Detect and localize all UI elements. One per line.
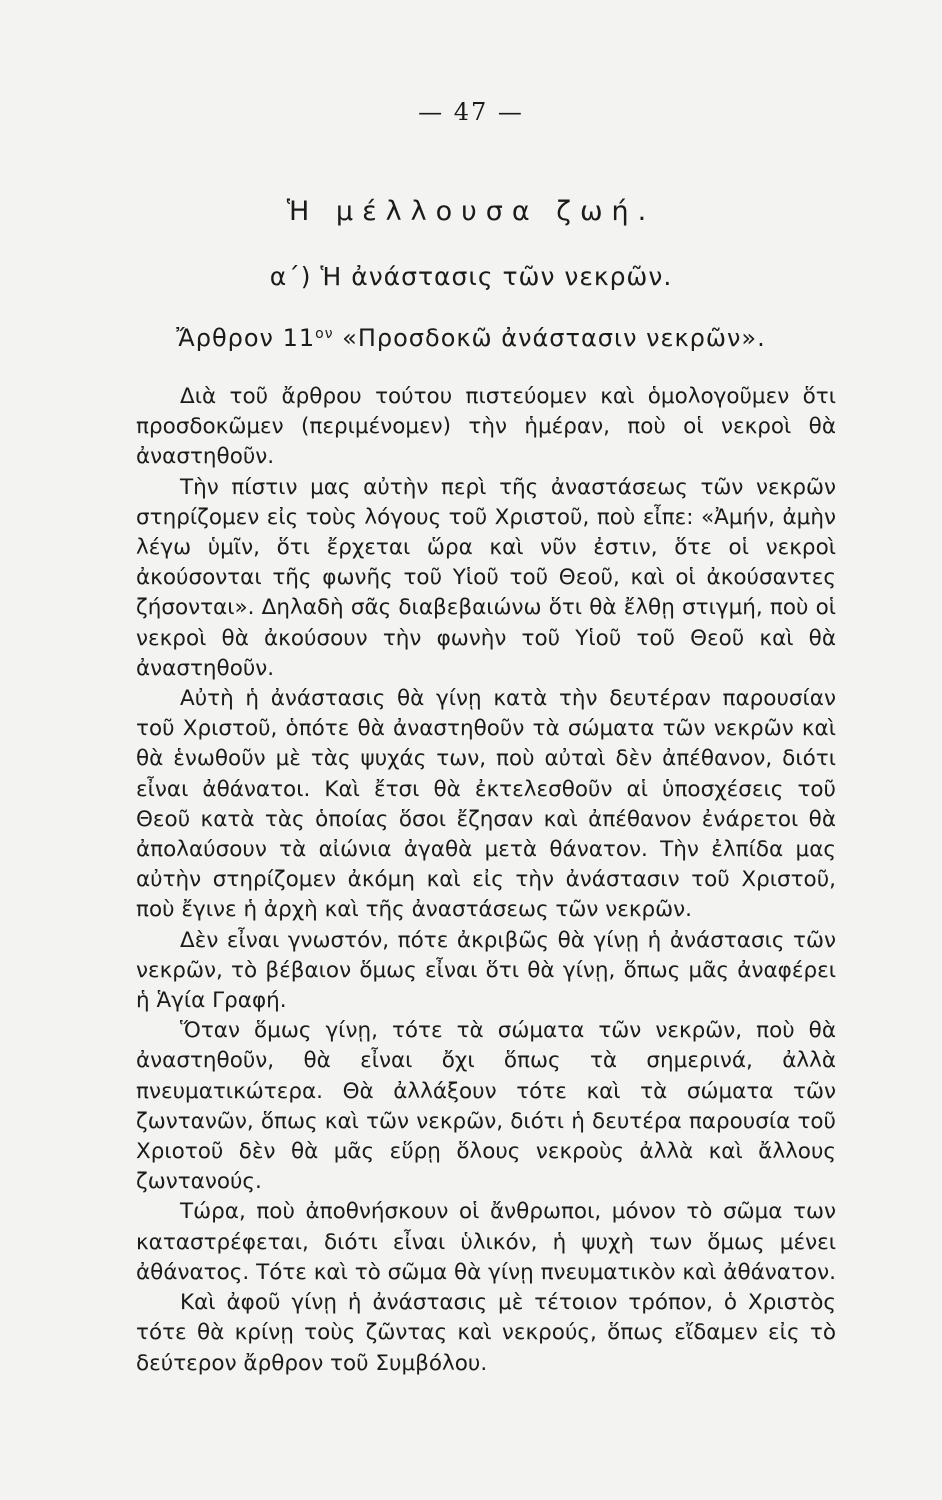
article-heading	[0, 324, 942, 352]
paragraph-1: Διὰ τοῦ ἄρθρου τούτου πιστεύομεν καὶ ὁμολογοῦμεν ὅτι προσδοκῶμεν (περιμένομεν) τὴν ἡμέραν, ποὺ οἱ νεκροὶ θὰ ἀναστηθοῦν.	[136, 384, 836, 470]
body-text	[136, 382, 836, 1379]
chapter-title: Ἡ μέλλουσα ζωή.	[286, 196, 656, 227]
paragraph-3: Αὐτὴ ἡ ἀνάστασις θὰ γίνῃ κατὰ τὴν δευτέραν παρουσίαν τοῦ Χριστοῦ, ὁπότε θὰ ἀναστηθοῦν τὰ σώματα τῶν νεκρῶν καὶ θὰ ἑνωθοῦν μὲ τὰς ψυχάς των, ποὺ αὐταὶ δὲν ἀπέθανον, διότι εἶναι ἀθάνατοι. Καὶ ἔτσι θὰ ἐκτελεσθοῦν αἱ ὑποσχέσεις τοῦ Θεοῦ κατὰ τὰς ὁποίας ὅσοι ἔζησαν καὶ ἀπέθανον ἐνάρετοι θὰ ἀπολαύσουν τὰ αἰώνια ἀγαθὰ μετὰ θάνατον. Τὴν ἐλπίδα μας αὐτὴν στηρίζομεν ἀκόμη καὶ εἰς τὴν ἀνάστασιν τοῦ Χριστοῦ, ποὺ ἔγινε ἡ ἀρχὴ καὶ τῆς ἀναστάσεως τῶν νεκρῶν.	[136, 686, 836, 923]
paragraph-4: Δὲν εἶναι γνωστόν, πότε ἀκριβῶς θὰ γίνῃ ἡ ἀνάστασις τῶν νεκρῶν, τὸ βέβαιον ὅμως εἶναι ὅτι θὰ γίνῃ, ὅπως μᾶς ἀναφέρει ἡ Ἁγία Γραφή.	[136, 927, 836, 1014]
article-prefix: Ἄρθρον 11	[176, 324, 316, 352]
page-number: — 47 —	[418, 98, 524, 126]
paragraph-7: Καὶ ἀφοῦ γίνῃ ἡ ἀνάστασις μὲ τέτοιον τρόπον, ὁ Χριστὸς τότε θὰ κρίνῃ τοὺς ζῶντας καὶ νεκρούς, ὅπως εἴδαμεν εἰς τὸ δεύτερον ἄρθρον τοῦ Συμβόλου.	[136, 1290, 836, 1376]
paragraph-5: Ὅταν ὅμως γίνῃ, τότε τὰ σώματα τῶν νεκρῶν, ποὺ θὰ ἀναστηθοῦν, θὰ εἶναι ὄχι ὅπως τὰ σημερινά, ἀλλὰ πνευματικώτερα. Θὰ ἀλλάξουν τότε καὶ τὰ σώματα τῶν ζωντανῶν, ὅπως καὶ τῶν νεκρῶν, διότι ἡ δευτέρα παρουσία τοῦ Χριοτοῦ δὲν θὰ μᾶς εὕρῃ ὅλους νεκροὺς ἀλλὰ καὶ ἄλλους ζωντανούς.	[136, 1018, 836, 1195]
paragraph-6: Τώρα, ποὺ ἀποθνήσκουν οἱ ἄνθρωποι, μόνον τὸ σῶμα των καταστρέφεται, διότι εἶναι ὑλικόν, ἡ ψυχὴ των ὅμως μένει ἀθάνατος. Τότε καὶ τὸ σῶμα θὰ γίνῃ πνευματικὸν καὶ ἀθάνατον.	[136, 1199, 836, 1285]
paragraph-2: Τὴν πίστιν μας αὐτὴν περὶ τῆς ἀναστάσεως τῶν νεκρῶν στηρίζομεν εἰς τοὺς λόγους τοῦ Χριστοῦ, ποὺ εἶπε: «Ἀμήν, ἀμὴν λέγω ὑμῖν, ὅτι ἔρχεται ὥρα καὶ νῦν ἐστιν, ὅτε οἱ νεκροὶ ἀκούσονται τῆς φωνῆς τοῦ Υἱοῦ τοῦ Θεοῦ, καὶ οἱ ἀκούσαντες ζήσονται». Δηλαδὴ σᾶς διαβεβαιώνω ὅτι θὰ ἔλθῃ στιγμή, ποὺ οἱ νεκροὶ θὰ ἀκούσουν τὴν φωνὴν τοῦ Υἱοῦ τοῦ Θεοῦ καὶ θὰ ἀναστηθοῦν.	[136, 474, 836, 681]
section-subtitle: α΄) Ἡ ἀνάστασις τῶν νεκρῶν.	[269, 262, 673, 291]
article-quote: «Προσδοκῶ ἀνάστασιν νεκρῶν».	[342, 324, 766, 352]
article-ordinal-suffix: ον	[315, 326, 334, 342]
